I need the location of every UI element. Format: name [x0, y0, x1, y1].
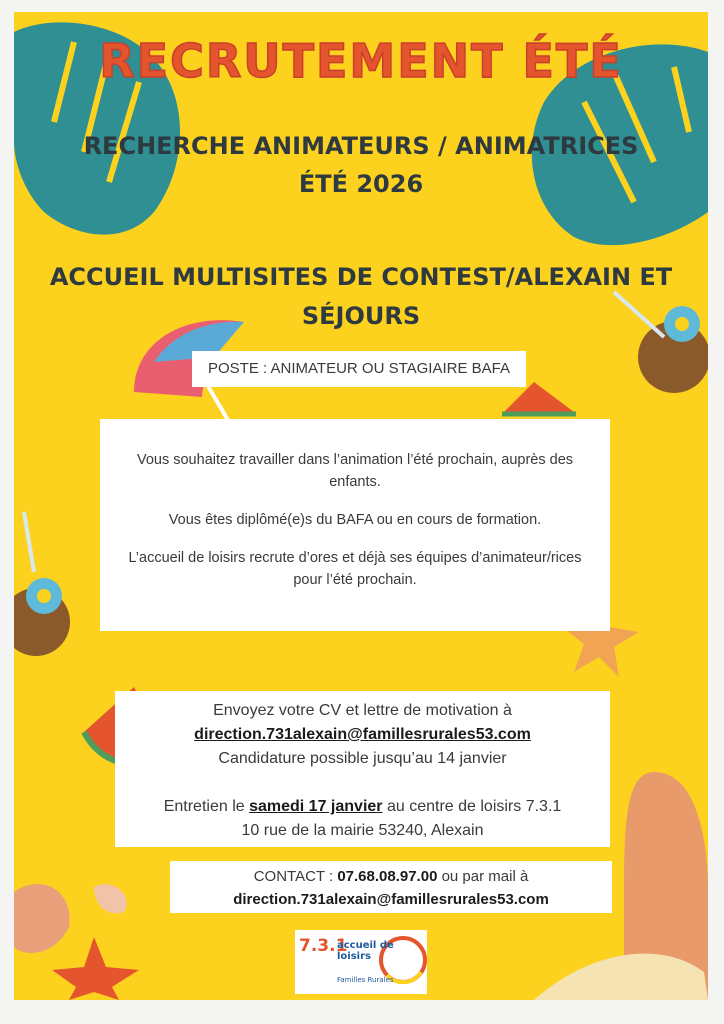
deadline-text: Candidature possible jusqu’au 14 janvier: [218, 750, 507, 767]
application-email-link[interactable]: direction.731alexain@famillesrurales53.com: [194, 726, 531, 743]
poste-box: POSTE : ANIMATEUR OU STAGIAIRE BAFA: [192, 351, 526, 387]
address-text: 10 rue de la mairie 53240, Alexain: [241, 822, 484, 839]
description-paragraph-2: Vous êtes diplômé(e)s du BAFA ou en cours de formation.: [168, 512, 542, 528]
poster-title: RECRUTEMENT ÉTÉ: [99, 34, 623, 88]
interview-suffix: au centre de loisirs 7.3.1: [386, 798, 562, 815]
contact-phone[interactable]: 07.68.08.97.00: [337, 868, 438, 885]
logo-number: 7.3.1: [299, 936, 348, 956]
send-cv-text: Envoyez votre CV et lettre de motivation à: [213, 702, 512, 719]
seashells-icon: [14, 884, 127, 953]
contact-email[interactable]: direction.731alexain@famillesrurales53.com: [233, 891, 549, 908]
venue-line-2: SÉJOURS: [301, 302, 421, 330]
interview-prefix: Entretien le: [163, 798, 245, 815]
accueil-de-loisirs-logo: [295, 930, 427, 994]
description-paragraph-3: L’accueil de loisirs recrute d’ores et déjà ses équipes d’animateur/rices pour l’été prochain.: [128, 550, 582, 588]
contact-mail-text: ou par mail à: [441, 868, 529, 885]
subtitle-line-2: ÉTÉ 2026: [298, 170, 424, 198]
contact-label: CONTACT :: [253, 868, 334, 885]
description-box: [100, 419, 610, 631]
recruitment-poster: [14, 12, 708, 1000]
logo-text: accueil de loisirs: [337, 940, 394, 962]
venue-line-1: ACCUEIL MULTISITES DE CONTEST/ALEXAIN ET: [49, 263, 673, 291]
starfish-left-icon: [52, 937, 139, 1000]
interview-date: samedi 17 janvier: [249, 798, 383, 815]
coconut-drink-left-icon: [14, 512, 70, 656]
application-box: [115, 691, 610, 847]
logo-sub: Familles Rurales: [337, 976, 394, 984]
subtitle-line-1: RECHERCHE ANIMATEURS / ANIMATRICES: [83, 132, 639, 160]
description-paragraph-1: Vous souhaitez travailler dans l’animation l’été prochain, auprès des enfants.: [136, 452, 574, 490]
contact-box: [170, 861, 612, 913]
